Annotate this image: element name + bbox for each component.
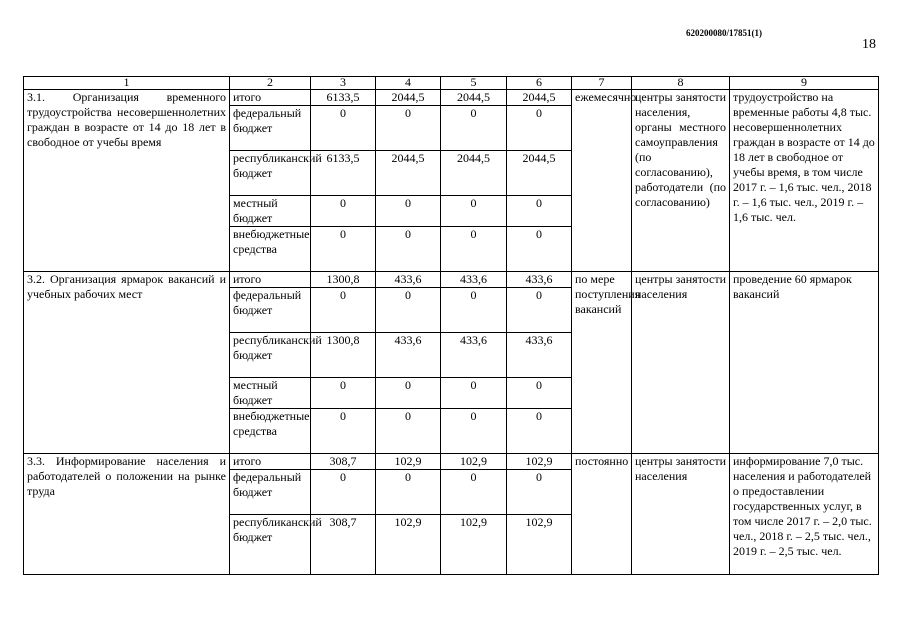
funding-source-cell: внебюджетные средства (230, 409, 311, 454)
value-cell: 0 (311, 106, 376, 151)
value-cell: 433,6 (441, 333, 507, 378)
header-cell: 4 (376, 77, 441, 90)
value-cell: 0 (507, 378, 572, 409)
activity-cell: 3.3. Информирование населения и работодателей о положении на рынке труда (24, 454, 230, 575)
table-row (24, 454, 879, 470)
value-cell: 0 (311, 470, 376, 515)
value-cell: 2044,5 (441, 151, 507, 196)
value-cell: 433,6 (441, 272, 507, 288)
executors-cell: центры занятости населения (632, 272, 730, 454)
header-cell: 2 (230, 77, 311, 90)
result-cell: трудоустройство на временные работы 4,8 тыс. несовершеннолетних граждан в возрасте от 14 до 18 лет в свободное от учебы время, в том числе 2017 г. – 1,6 тыс. чел., 2018 г. – 1,6 тыс. чел., 2019 г. – 1,6 тыс. чел. (730, 90, 879, 272)
value-cell: 0 (376, 409, 441, 454)
value-cell: 0 (507, 470, 572, 515)
value-cell: 2044,5 (507, 151, 572, 196)
document-number: 620200080/17851(1) (686, 28, 762, 38)
value-cell: 102,9 (441, 515, 507, 575)
value-cell: 102,9 (376, 454, 441, 470)
value-cell: 0 (441, 378, 507, 409)
value-cell: 0 (441, 470, 507, 515)
value-cell: 0 (507, 227, 572, 272)
value-cell: 102,9 (376, 515, 441, 575)
funding-source-cell: итого (230, 454, 311, 470)
value-cell: 0 (441, 106, 507, 151)
funding-source-cell: республиканский бюджет (230, 151, 311, 196)
value-cell: 102,9 (507, 454, 572, 470)
activity-cell: 3.2. Организация ярмарок вакансий и учебных рабочих мест (24, 272, 230, 454)
value-cell: 0 (376, 106, 441, 151)
header-cell: 3 (311, 77, 376, 90)
value-cell: 0 (507, 196, 572, 227)
period-cell: ежемесячно (572, 90, 632, 272)
header-row (24, 77, 879, 90)
value-cell: 0 (376, 288, 441, 333)
funding-source-cell: федеральный бюджет (230, 470, 311, 515)
value-cell: 308,7 (311, 515, 376, 575)
executors-cell: центры занятости населения (632, 454, 730, 575)
value-cell: 1300,8 (311, 333, 376, 378)
executors-cell: центры занятости населения, органы местного самоуправления (по согласованию), работодатели (по согласованию) (632, 90, 730, 272)
header-cell: 6 (507, 77, 572, 90)
funding-source-cell: местный бюджет (230, 378, 311, 409)
value-cell: 0 (441, 409, 507, 454)
value-cell: 1300,8 (311, 272, 376, 288)
value-cell: 2044,5 (376, 151, 441, 196)
value-cell: 0 (507, 106, 572, 151)
funding-source-cell: итого (230, 272, 311, 288)
table-row (24, 272, 879, 288)
value-cell: 0 (376, 470, 441, 515)
value-cell: 0 (441, 288, 507, 333)
value-cell: 6133,5 (311, 90, 376, 106)
value-cell: 0 (441, 227, 507, 272)
program-table (23, 76, 879, 575)
value-cell: 0 (311, 227, 376, 272)
page-number: 18 (862, 37, 876, 52)
value-cell: 0 (311, 378, 376, 409)
result-cell: информирование 7,0 тыс. населения и работодателей о предоставлении государственных услуг, в том числе 2017 г. – 2,0 тыс. чел., 2018 г. – 2,5 тыс. чел., 2019 г. – 2,5 тыс. чел. (730, 454, 879, 575)
value-cell: 0 (376, 378, 441, 409)
period-cell: по мере поступления вакансий (572, 272, 632, 454)
value-cell: 308,7 (311, 454, 376, 470)
value-cell: 0 (311, 196, 376, 227)
value-cell: 0 (376, 227, 441, 272)
value-cell: 0 (507, 288, 572, 333)
value-cell: 2044,5 (376, 90, 441, 106)
value-cell: 0 (311, 288, 376, 333)
funding-source-cell: внебюджетные средства (230, 227, 311, 272)
header-cell: 9 (730, 77, 879, 90)
value-cell: 0 (376, 196, 441, 227)
funding-source-cell: федеральный бюджет (230, 106, 311, 151)
value-cell: 433,6 (376, 333, 441, 378)
value-cell: 6133,5 (311, 151, 376, 196)
funding-source-cell: федеральный бюджет (230, 288, 311, 333)
period-cell: постоянно (572, 454, 632, 575)
value-cell: 0 (311, 409, 376, 454)
header-cell: 8 (632, 77, 730, 90)
header-cell: 7 (572, 77, 632, 90)
value-cell: 102,9 (441, 454, 507, 470)
value-cell: 2044,5 (507, 90, 572, 106)
value-cell: 0 (507, 409, 572, 454)
result-cell: проведение 60 ярмарок вакансий (730, 272, 879, 454)
value-cell: 433,6 (507, 333, 572, 378)
value-cell: 102,9 (507, 515, 572, 575)
table-row (24, 90, 879, 106)
value-cell: 433,6 (376, 272, 441, 288)
value-cell: 0 (441, 196, 507, 227)
funding-source-cell: республиканский бюджет (230, 515, 311, 575)
funding-source-cell: республиканский бюджет (230, 333, 311, 378)
value-cell: 2044,5 (441, 90, 507, 106)
header-cell: 1 (24, 77, 230, 90)
funding-source-cell: итого (230, 90, 311, 106)
activity-cell: 3.1. Организация временного трудоустройства несовершеннолетних граждан в возрасте от 14 до 18 лет в свободное от учебы время (24, 90, 230, 272)
header-cell: 5 (441, 77, 507, 90)
funding-source-cell: местный бюджет (230, 196, 311, 227)
value-cell: 433,6 (507, 272, 572, 288)
